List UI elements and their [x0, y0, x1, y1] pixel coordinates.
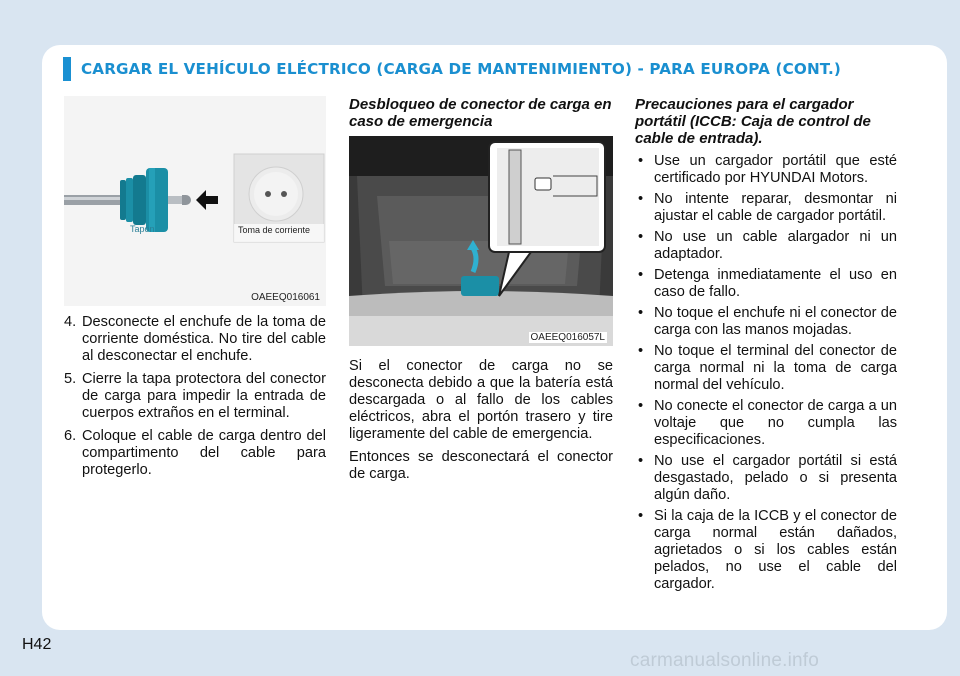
- list-item: [635, 343, 897, 394]
- section-header: [63, 56, 934, 82]
- bullet-text: No use el cargador portátil si está desgastado, pelado o si presenta algún daño.: [654, 453, 897, 503]
- bullet-icon: •: [638, 343, 644, 359]
- outlet-label: Toma de corriente: [238, 225, 311, 235]
- step-list: [64, 314, 326, 479]
- page-number: H42: [22, 636, 52, 653]
- list-item: [64, 314, 326, 365]
- figure-code: OAEEQ016061: [251, 292, 320, 303]
- emergency-release-heading: Desbloqueo de conector de carga en caso de emergencia: [349, 96, 612, 130]
- bullet-text: Si la caja de la ICCB y el conector de carga normal están dañados, agrietados o si los cables están pelados, no use el cable del cargador.: [654, 508, 897, 592]
- bullet-text: Use un cargador portátil que esté certificado por HYUNDAI Motors.: [654, 153, 897, 186]
- list-item: [635, 305, 897, 339]
- precautions-heading: Precauciones para el cargador portátil (ICCB: Caja de control de cable de entrada).: [635, 96, 871, 147]
- paragraph: Si el conector de carga no se desconecta debido a que la batería está descargada o al fallo de los cables eléctricos, abra el portón trasero y tire ligeramente del cable de emergencia.: [349, 358, 613, 442]
- list-item: [635, 267, 897, 301]
- trunk-illustration: [349, 136, 613, 346]
- step-text: Cierre la tapa protectora del conector de carga para impedir la entrada de cuerpos extraños en el terminal.: [82, 371, 326, 421]
- list-item: [64, 371, 326, 422]
- list-item: [635, 508, 897, 593]
- bullet-text: No toque el enchufe ni el conector de carga con las manos mojadas.: [654, 305, 897, 338]
- bullet-text: Detenga inmediatamente el uso en caso de fallo.: [654, 267, 897, 300]
- bullet-text: No toque el terminal del conector de carga normal ni la toma de carga normal del vehículo.: [654, 343, 897, 393]
- bullet-icon: •: [638, 305, 644, 321]
- step-text: Desconecte el enchufe de la toma de corriente doméstica. No tire del cable al desconectar el enchufe.: [82, 314, 326, 364]
- bullet-text: No intente reparar, desmontar ni ajustar el cable de cargador portátil.: [654, 191, 897, 224]
- paragraph: Entonces se desconectará el conector de carga.: [349, 449, 613, 482]
- step-number: 5.: [64, 371, 77, 387]
- step-text: Coloque el cable de carga dentro del compartimento del cable para protegerlo.: [82, 428, 326, 478]
- list-item: [635, 453, 897, 504]
- bullet-text: No use un cable alargador ni un adaptador.: [654, 229, 897, 262]
- plug-figure: [64, 96, 326, 306]
- figure-code: OAEEQ016057L: [530, 332, 605, 343]
- step-number: 4.: [64, 314, 77, 330]
- bullet-text: No conecte el conector de carga a un voltaje que no cumpla las especificaciones.: [654, 398, 897, 448]
- plug-illustration: [64, 96, 326, 306]
- bullet-icon: •: [638, 508, 644, 524]
- bullet-icon: •: [638, 153, 644, 169]
- bullet-icon: •: [638, 191, 644, 207]
- column-right: [635, 96, 897, 597]
- bullet-icon: •: [638, 229, 644, 245]
- bullet-icon: •: [638, 398, 644, 414]
- bullet-icon: •: [638, 267, 644, 283]
- bullet-icon: •: [638, 453, 644, 469]
- list-item: [635, 398, 897, 449]
- column-left: [64, 96, 326, 485]
- list-item: [64, 428, 326, 479]
- trunk-figure: [349, 136, 613, 346]
- section-title: CARGAR EL VEHÍCULO ELÉCTRICO (CARGA DE MANTENIMIENTO) - PARA EUROPA (CONT.): [81, 60, 842, 78]
- column-middle: [349, 96, 613, 489]
- watermark: carmanualsonline.info: [630, 650, 820, 671]
- precautions-list: [635, 153, 897, 593]
- list-item: [635, 229, 897, 263]
- list-item: [635, 153, 897, 187]
- plug-label: Tapón: [130, 224, 155, 234]
- header-accent-bar: [63, 57, 71, 81]
- step-number: 6.: [64, 428, 77, 444]
- list-item: [635, 191, 897, 225]
